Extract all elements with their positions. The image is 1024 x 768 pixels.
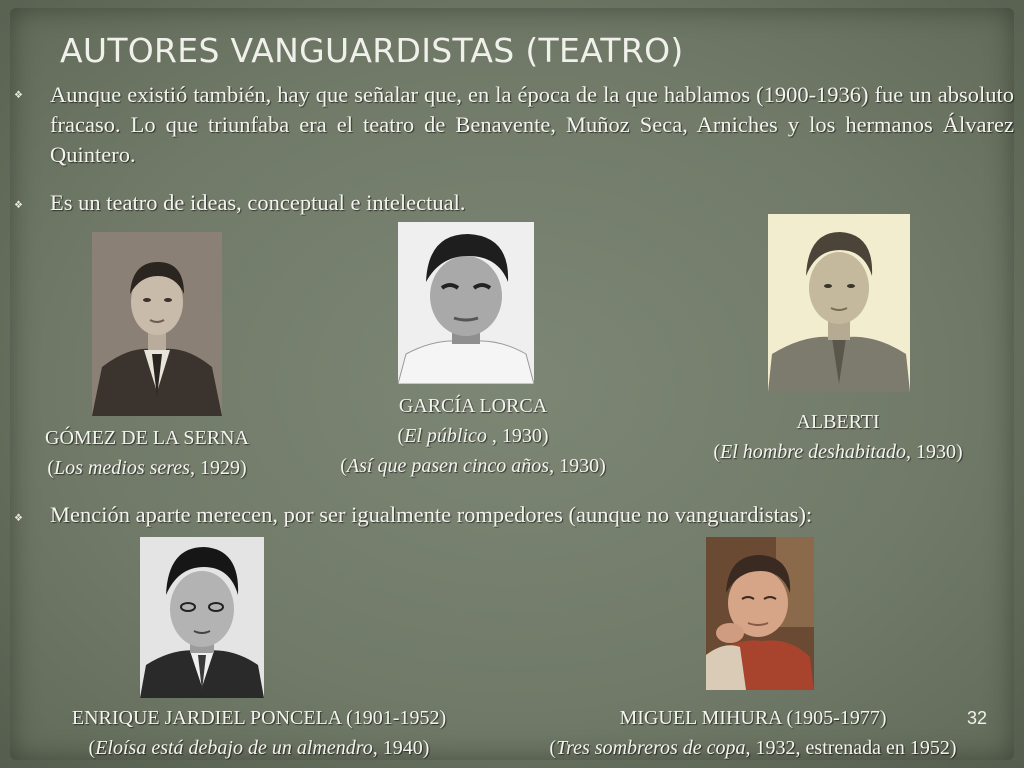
- bullet-text-3: Mención aparte merecen, por ser igualmente rompedores (aunque no vanguardistas):: [50, 502, 813, 527]
- author-work: (El público , 1930): [397, 425, 549, 447]
- diamond-bullet-icon: ❖: [14, 90, 23, 101]
- slide-title: AUTORES VANGUARDISTAS (TEATRO): [60, 31, 684, 70]
- photo-jardiel-poncela: [140, 537, 264, 698]
- bullet-text-1: Aunque existió también, hay que señalar que, en la época de la que hablamos (1900-1936) fue un absoluto fracaso. Lo que triunfaba era el teatro de Benavente, Muñoz Seca, Arniches y los hermanos Álvarez Quintero.: [50, 82, 1014, 167]
- page-number: 32: [966, 708, 988, 728]
- author-work: (Así que pasen cinco años, 1930): [340, 455, 606, 477]
- diamond-bullet-icon: ❖: [14, 200, 23, 211]
- caption-miguel-mihura: [490, 703, 1016, 763]
- author-work: (Los medios seres, 1929): [47, 457, 247, 479]
- caption-gomez-de-la-serna: [12, 423, 282, 483]
- diamond-bullet-icon: ❖: [14, 513, 23, 524]
- author-name: GÓMEZ DE LA SERNA: [45, 427, 249, 449]
- author-work: (Tres sombreros de copa, 1932, estrenada en 1952): [549, 737, 957, 759]
- author-work: (El hombre deshabitado, 1930): [713, 441, 963, 463]
- caption-jardiel-poncela: [12, 703, 506, 763]
- author-name: MIGUEL MIHURA (1905-1977): [619, 707, 887, 729]
- caption-garcia-lorca: [296, 391, 650, 481]
- bullet-text-2: Es un teatro de ideas, conceptual e intelectual.: [50, 190, 466, 215]
- author-name: GARCÍA LORCA: [398, 395, 548, 417]
- photo-gomez-de-la-serna: [92, 232, 222, 416]
- author-work: (Eloísa está debajo de un almendro, 1940): [88, 737, 430, 759]
- author-name: ENRIQUE JARDIEL PONCELA (1901-1952): [71, 707, 447, 729]
- author-name: ALBERTI: [796, 411, 880, 433]
- photo-alberti: [768, 214, 910, 392]
- photo-garcia-lorca: [398, 222, 534, 384]
- photo-miguel-mihura: [706, 537, 814, 690]
- caption-alberti: [670, 407, 1006, 467]
